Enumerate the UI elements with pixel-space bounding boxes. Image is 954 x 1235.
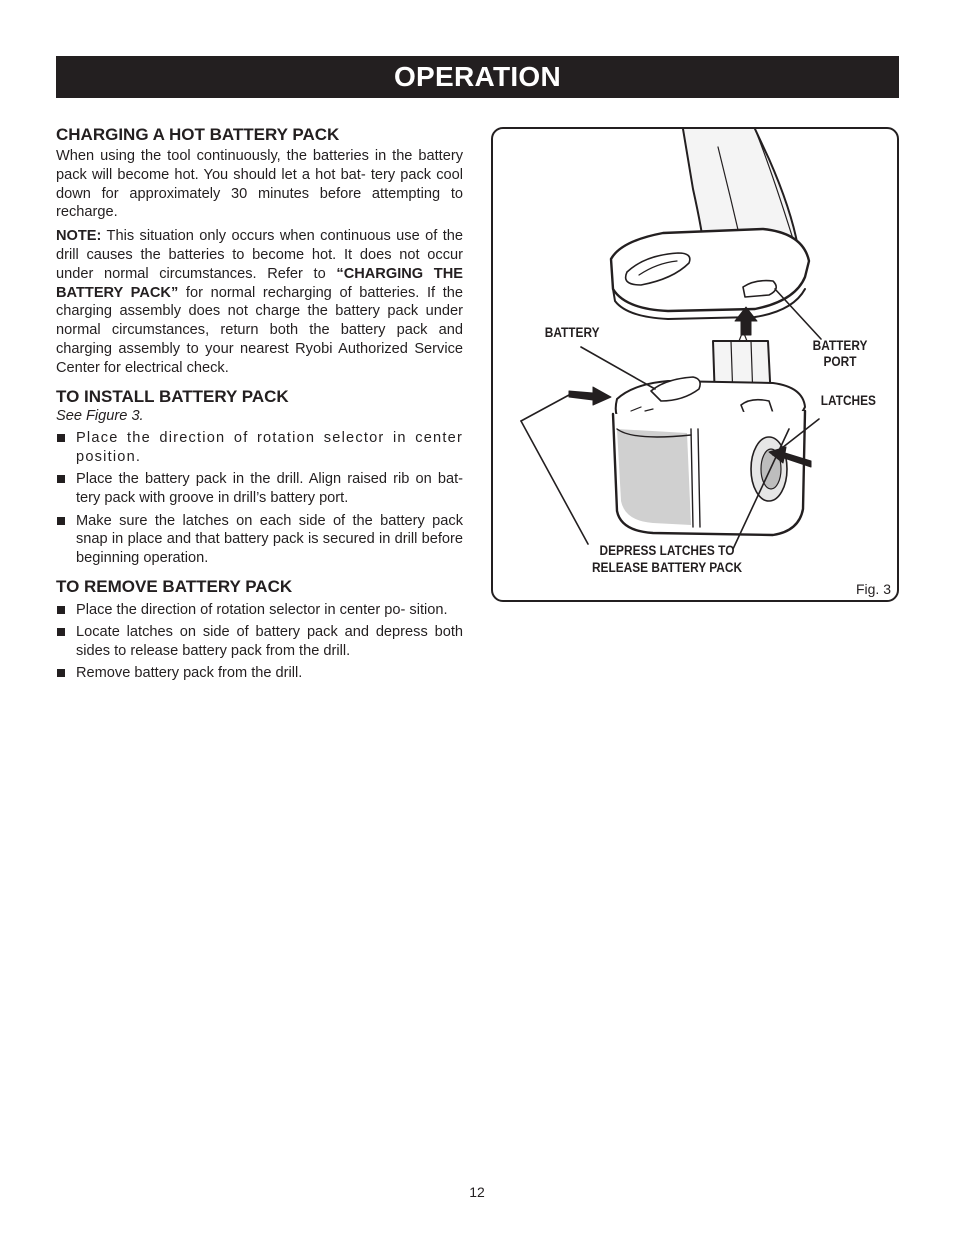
label-depress-line2: RELEASE BATTERY PACK	[591, 560, 743, 575]
list-item-text: Place the direction of rotation selector in center po- sition.	[76, 601, 448, 618]
list-item-text: Place the direction of rotation selector in center position.	[76, 430, 463, 466]
note-text-1: This situation only occurs when continuous use of the drill causes the batteries to become hot. It does not occur under normal circumstances. Refer to	[56, 228, 463, 282]
page-title: OPERATION	[56, 56, 899, 98]
note-label: NOTE:	[56, 228, 102, 245]
figure-3	[491, 127, 899, 602]
bullet-icon	[57, 628, 65, 636]
charging-body: When using the tool continuously, the batteries in the battery pack will become hot. You should let a hot bat- tery pack cool down for approximately 30 minutes before attempting to recharge.	[56, 148, 463, 221]
note-reference: “CHARGING THE BATTERY PACK”	[56, 265, 463, 301]
bullet-icon	[57, 669, 65, 677]
label-battery-port-line1: BATTERY	[812, 338, 868, 353]
list-item	[56, 470, 463, 508]
charging-heading: CHARGING A HOT BATTERY PACK	[56, 125, 340, 144]
label-battery: BATTERY	[544, 325, 600, 340]
charging-note	[56, 227, 463, 377]
list-item-text: Remove battery pack from the drill.	[76, 665, 303, 682]
list-item-text: Place the battery pack in the drill. Align raised rib on bat- tery pack with groove in drill’s battery port.	[76, 471, 463, 507]
list-item	[56, 601, 463, 620]
figure-caption: Fig. 3	[855, 581, 891, 597]
list-item	[56, 429, 463, 467]
text-column	[56, 124, 463, 687]
label-latches: LATCHES	[820, 393, 876, 408]
page-number: 12	[469, 1184, 485, 1200]
list-item-text: Locate latches on side of battery pack and depress both sides to release battery pack from the drill.	[76, 624, 463, 660]
install-heading: TO INSTALL BATTERY PACK	[56, 386, 289, 406]
list-item	[56, 623, 463, 661]
bullet-icon	[57, 434, 65, 442]
list-item	[56, 512, 463, 568]
label-depress-line1: DEPRESS LATCHES TO	[599, 543, 735, 558]
note-text-2: for normal recharging of batteries. If the charging assembly does not charge the battery pack under normal circumstances, return both the battery pack and charging assembly to your nearest Ryobi Authorized Service Center for electrical check.	[56, 284, 463, 376]
list-item-text: Make sure the latches on each side of the battery pack snap in place and that battery pack is secured in drill before beginning operation.	[76, 512, 463, 567]
install-list	[56, 429, 463, 568]
bullet-icon	[57, 517, 65, 525]
remove-heading: TO REMOVE BATTERY PACK	[56, 576, 293, 596]
install-see-figure: See Figure 3.	[56, 407, 144, 424]
bullet-icon	[57, 606, 65, 614]
remove-list	[56, 601, 463, 683]
list-item	[56, 664, 463, 683]
bullet-icon	[57, 475, 65, 483]
label-battery-port-line2: PORT	[823, 354, 857, 369]
